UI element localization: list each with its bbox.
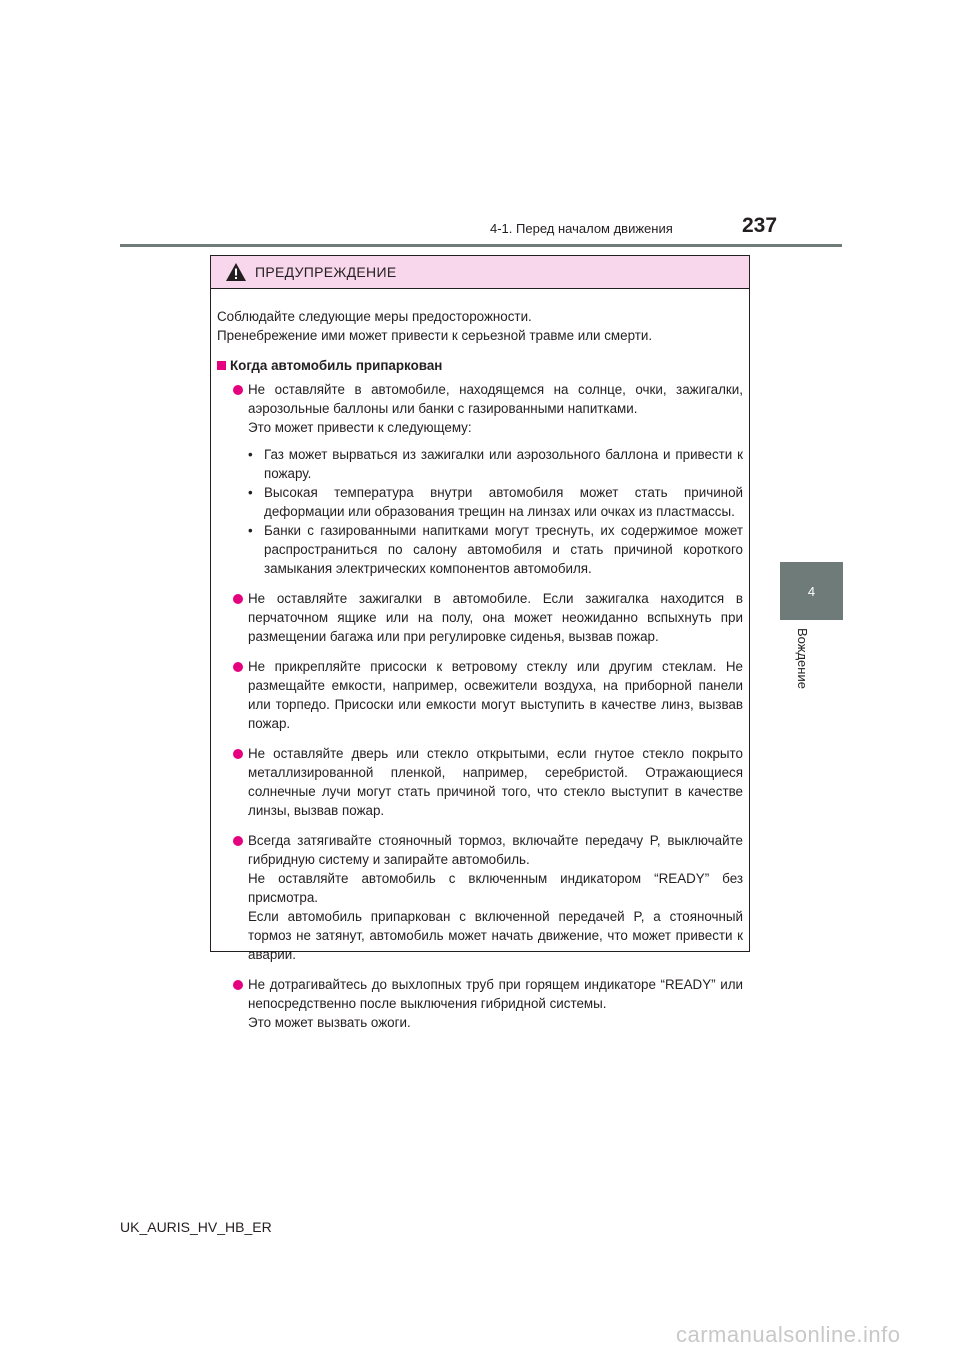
bullet-dot-icon (233, 836, 243, 846)
warning-subitem-text: Высокая температура внутри автомобиля может стать причиной деформации или образования трещин на линзах или очках из пластмассы. (264, 485, 743, 519)
square-bullet-icon (217, 361, 226, 370)
bullet-dot-icon (233, 749, 243, 759)
warning-item-text: Это может вызвать ожоги. (248, 1015, 411, 1030)
section-title: 4-1. Перед началом движения (490, 221, 673, 236)
warning-title: ПРЕДУПРЕЖДЕНИЕ (255, 264, 397, 280)
bullet-dot-icon (233, 594, 243, 604)
chapter-tab[interactable] (780, 562, 843, 620)
intro-line: Пренебрежение ими может привести к серьезной травме или смерти. (217, 328, 653, 343)
warning-subitem (248, 445, 743, 483)
warning-item-text: Всегда затягивайте стояночный тормоз, включайте передачу P, выключайте гибридную систему и запирайте автомобиль. (248, 833, 743, 867)
header-divider (120, 244, 842, 247)
warning-box (210, 255, 750, 1030)
watermark-logo: carmanualsonline.info (676, 1322, 901, 1347)
small-bullet-icon: • (248, 447, 253, 462)
warning-section-title (217, 356, 743, 375)
warning-item-text: Если автомобиль припаркован с включенной передачей P, а стояночный тормоз не затянут, автомобиль может начать движение, что может привести к аварии. (248, 909, 743, 962)
warning-header (211, 256, 749, 289)
small-bullet-icon: • (248, 485, 253, 500)
warning-subitem-text: Газ может вырваться из зажигалки или аэрозольного баллона и привести к пожару. (264, 447, 743, 481)
document-code: UK_AURIS_HV_HB_ER (120, 1219, 272, 1235)
warning-item (217, 380, 743, 578)
page-number: 237 (742, 214, 778, 237)
warning-subitem (248, 521, 743, 578)
chapter-tab-label: Вождение (795, 628, 810, 689)
warning-subitem (248, 483, 743, 521)
warning-subitems (248, 445, 743, 578)
warning-subitem-text: Банки с газированными напитками могут треснуть, их содержимое может распространиться по салону автомобиля и стать причиной короткого замыкания электрических компонентов автомобиля. (264, 523, 743, 576)
small-bullet-icon: • (248, 523, 253, 538)
warning-body (211, 289, 749, 1032)
warning-item-text: Не дотрагивайтесь до выхлопных труб при горящем индикаторе “READY” или непосредственно после выключения гибридной системы. (248, 977, 743, 1011)
warning-item-text: Не оставляйте автомобиль с включенным индикатором “READY” без присмотра. (248, 871, 743, 905)
bullet-dot-icon (233, 980, 243, 990)
warning-item (217, 744, 743, 820)
warning-item-text: Не оставляйте дверь или стекло открытыми, если гнутое стекло покрыто металлизированной пленкой, например, серебристой. Отражающиеся солнечные лучи могут стать причиной того, что стекло выступит в качестве линзы, вызвав пожар. (248, 746, 743, 818)
warning-intro (217, 307, 743, 345)
bullet-dot-icon (233, 385, 243, 395)
warning-item (217, 589, 743, 646)
intro-line: Соблюдайте следующие меры предосторожности. (217, 309, 532, 324)
section-title-text: Когда автомобиль припаркован (230, 358, 443, 373)
warning-triangle-icon (225, 262, 247, 282)
warning-item-note: Это может привести к следующему: (248, 420, 472, 435)
bullet-dot-icon (233, 662, 243, 672)
chapter-tab-number: 4 (807, 584, 816, 599)
warning-item-text: Не прикрепляйте присоски к ветровому стеклу или другим стеклам. Не размещайте емкости, например, освежители воздуха, на приборной панели или торпедо. Присоски или емкости могут выступить в качестве линз, вызвав пожар. (248, 659, 743, 731)
warning-item-text: Не оставляйте зажигалки в автомобиле. Если зажигалка находится в перчаточном ящике или на полу, она может неожиданно вспыхнуть при размещении багажа или при регулировке сиденья, вызвав пожар. (248, 591, 743, 644)
warning-item (217, 975, 743, 1032)
warning-item (217, 657, 743, 733)
warning-item (217, 831, 743, 964)
warning-item-text: Не оставляйте в автомобиле, находящемся на солнце, очки, зажигалки, аэрозольные баллоны или банки с газированными напитками. (248, 382, 743, 416)
